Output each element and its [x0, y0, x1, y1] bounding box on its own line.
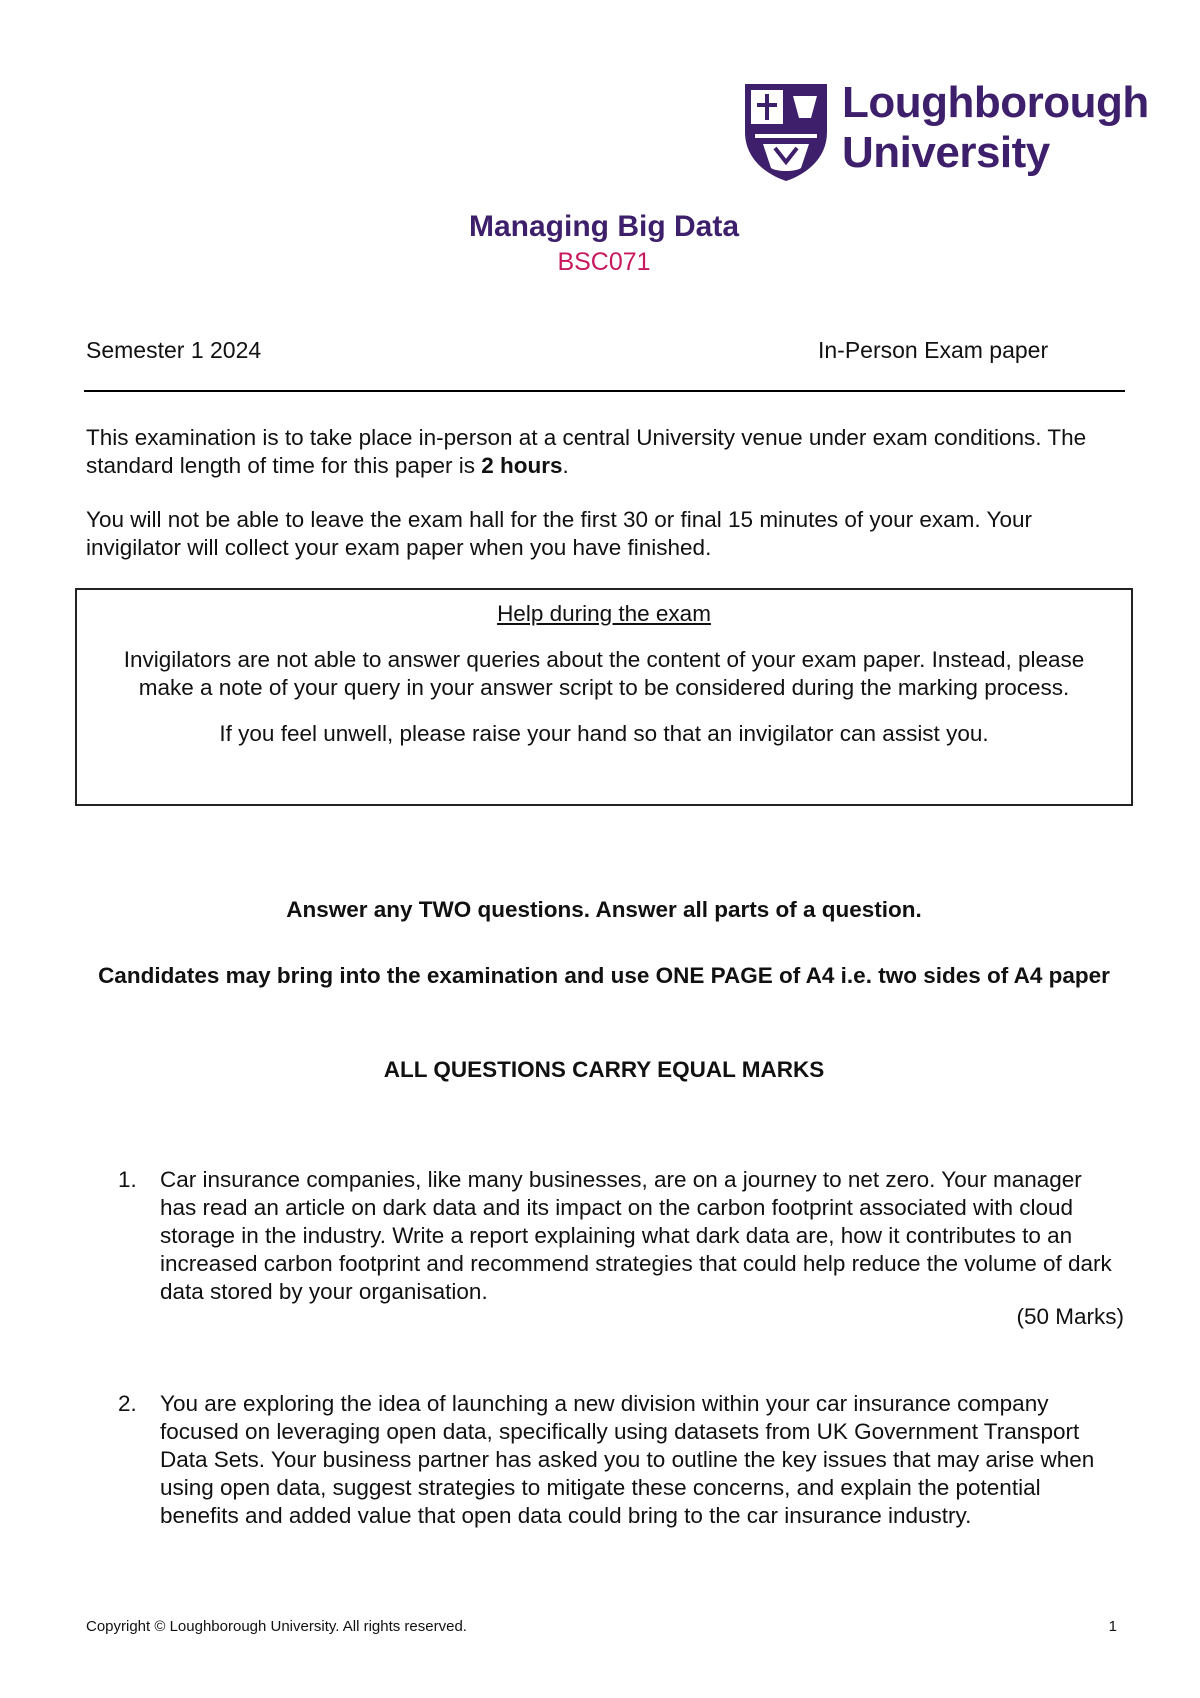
paper-type-label: In-Person Exam paper — [818, 337, 1049, 363]
marks-instruction: ALL QUESTIONS CARRY EQUAL MARKS — [383, 1057, 825, 1082]
help-box-title: Help during the exam — [497, 601, 711, 626]
help-box-text-1: Invigilators are not able to answer queries about the content of your exam paper. Instead, please make a note of your query in your answer script to be considered during the marking process. — [123, 647, 1085, 700]
copyright-footer: Copyright © Loughborough University. All rights reserved. — [86, 1618, 467, 1635]
question-number: 1. — [118, 1167, 137, 1192]
materials-instruction: Candidates may bring into the examination and use ONE PAGE of A4 i.e. two sides of A4 paper — [98, 963, 1110, 988]
help-box — [75, 588, 1133, 806]
page-number: 1 — [1108, 1618, 1117, 1635]
question-1 — [118, 1166, 1118, 1306]
module-code: BSC071 — [557, 248, 651, 276]
question-2 — [118, 1390, 1118, 1530]
question-1-marks: (50 Marks) — [1016, 1304, 1124, 1329]
question-number: 2. — [118, 1391, 137, 1416]
intro-paragraph-2: You will not be able to leave the exam hall for the first 30 or final 15 minutes of your exam. Your invigilator will collect your exam paper when you have finished. — [86, 507, 1032, 560]
answer-instruction: Answer any TWO questions. Answer all parts of a question. — [286, 897, 922, 922]
header-divider — [84, 390, 1125, 392]
help-box-text-2: If you feel unwell, please raise your hand so that an invigilator can assist you. — [219, 721, 989, 746]
intro-paragraph-1: This examination is to take place in-person at a central University venue under exam conditions. The standard length of time for this paper is 2 hours. — [86, 425, 1087, 478]
question-text: Car insurance companies, like many businesses, are on a journey to net zero. Your manager has read an article on dark data and its impact on the carbon footprint associated with cloud storage in the industry. Write a report explaining what dark data are, how it contributes to an increased carbon footprint and recommend strategies that could help reduce the volume of dark data stored by your organisation. — [160, 1167, 1112, 1304]
logo-line-1: Loughborough — [842, 78, 1149, 127]
question-text: You are exploring the idea of launching a new division within your car insurance company focused on leveraging open data, specifically using datasets from UK Government Transport Data Sets. Your business partner has asked you to outline the key issues that may arise when using open data, suggest strategies to mitigate these concerns, and explain the potential benefits and added value that open data could bring to the car insurance industry. — [160, 1391, 1095, 1528]
duration-value: 2 hours — [481, 453, 563, 478]
exam-title: Managing Big Data — [468, 210, 739, 243]
university-logo — [745, 78, 1149, 184]
logo-line-2: University — [842, 128, 1050, 177]
crest-icon — [745, 84, 827, 182]
semester-label: Semester 1 2024 — [86, 337, 262, 363]
